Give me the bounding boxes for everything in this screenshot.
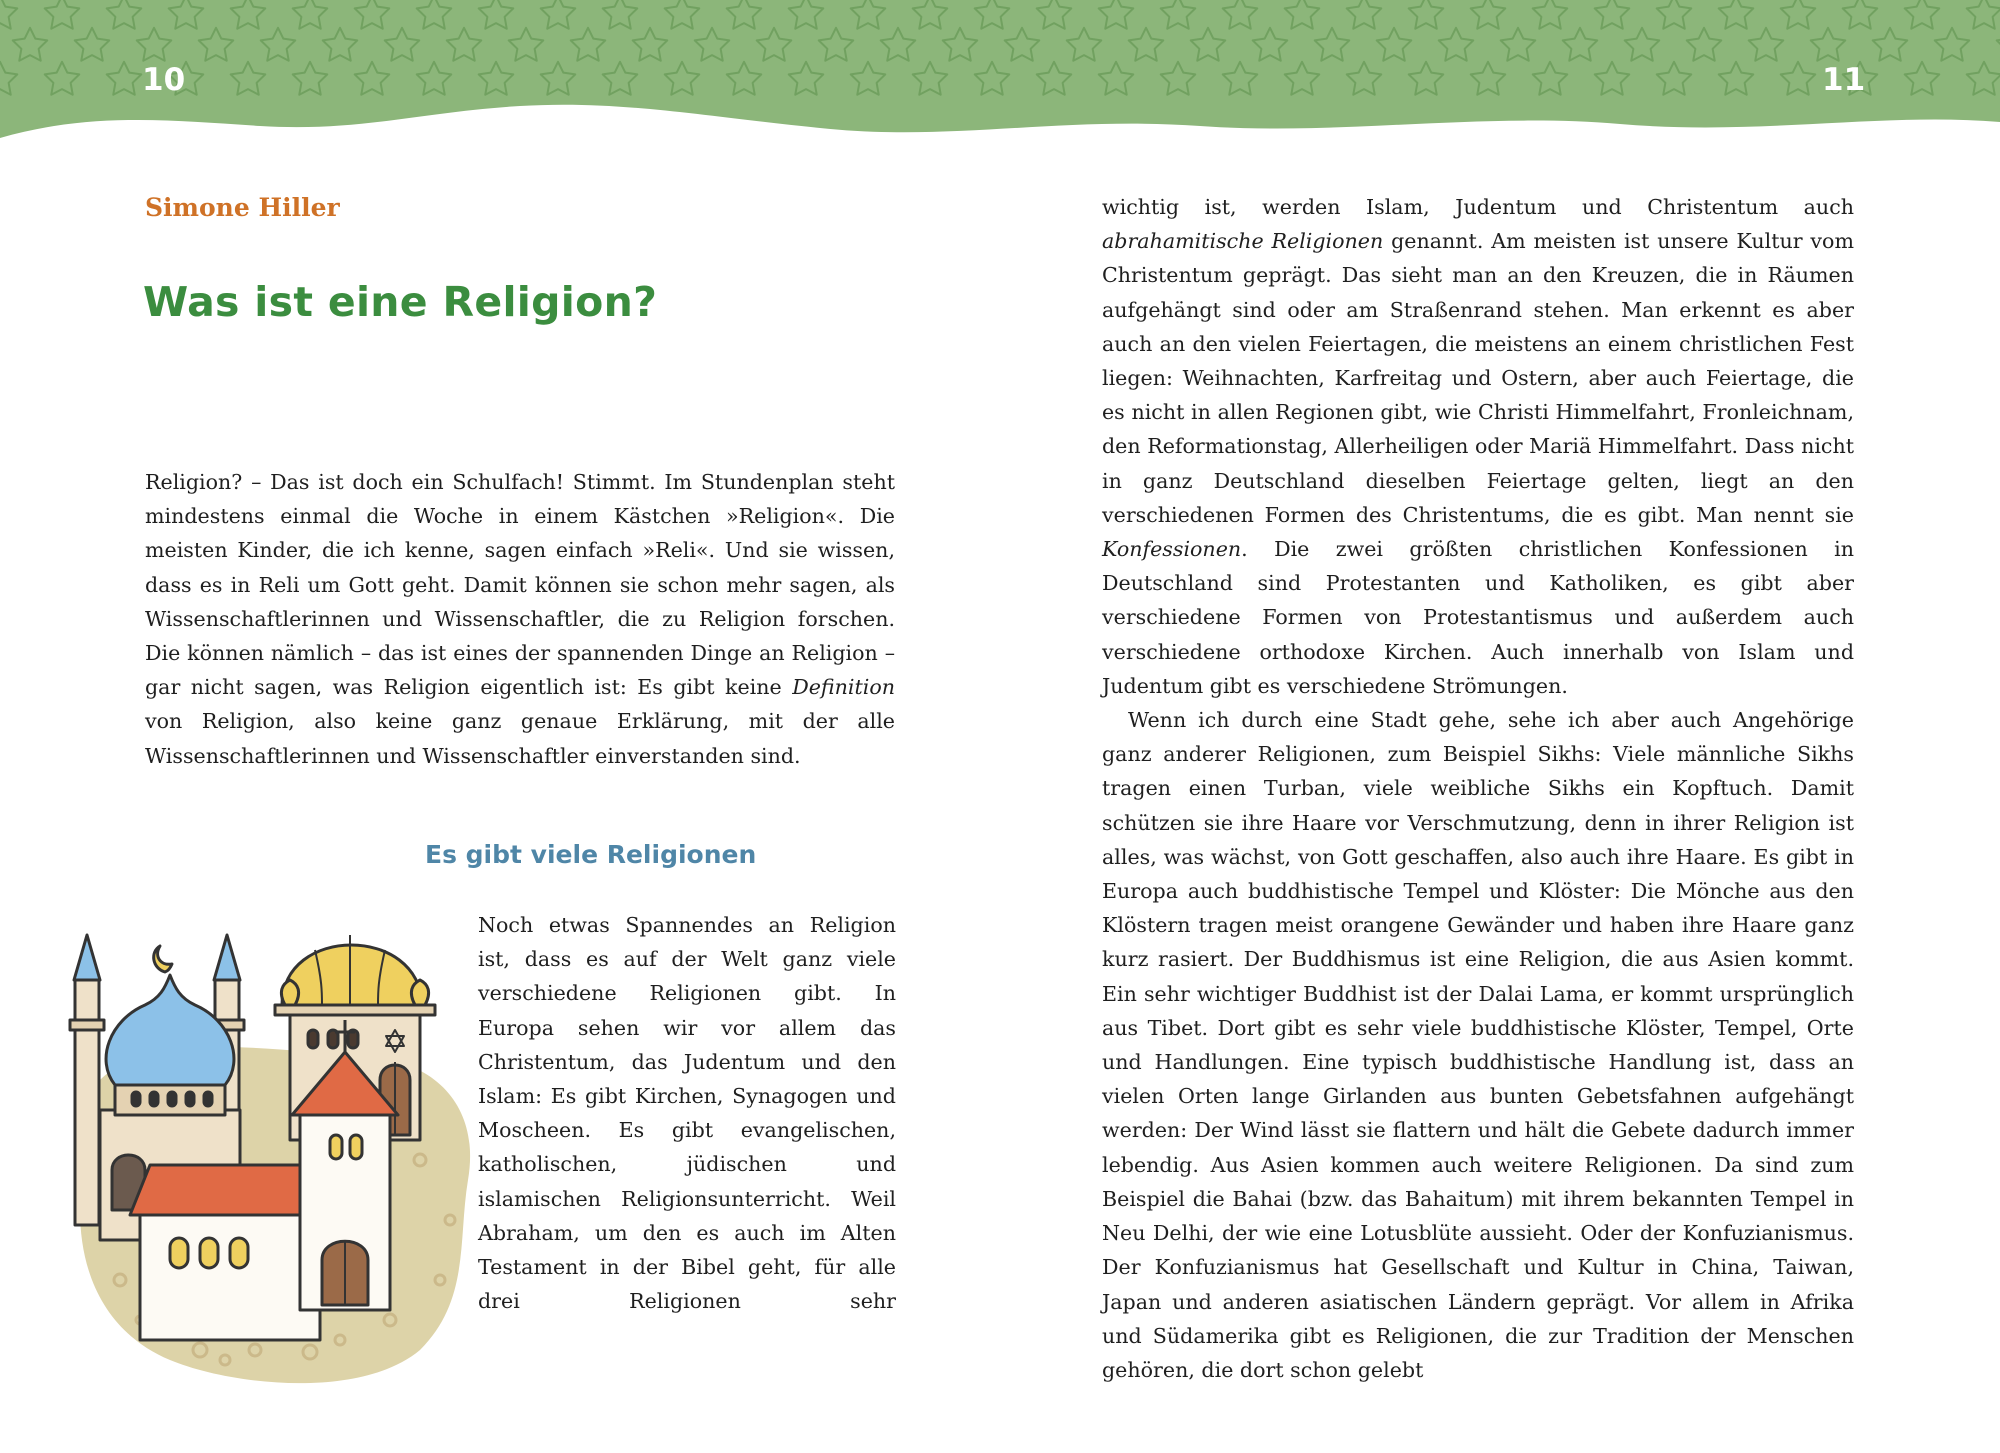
side-paragraph: Noch etwas Spannendes an Religion ist, dass es auf der Welt ganz viele verschiedene Religionen gibt. In Europa sehen wir vor allem das Christentum, das Judentum und den Islam: Es gibt Kirchen, Synagogen und Moscheen. Es gibt evangelischen, katholischen, jüdischen und islamischen Religionsunterricht. Weil Abraham, um den es auch im Alten Testament in der Bibel geht, für alle drei Religionen sehr — [478, 913, 896, 1314]
paragraph-2: Wenn ich durch eine Stadt gehe, sehe ich aber auch Angehörige ganz anderer Religionen, zum Beispiel Sikhs: Viele männliche Sikhs tragen einen Turban, viele weibliche Sikhs ein Kopftuch. Damit schützen sie ihre Haare vor Verschmutzung, denn in ihrer Religion ist alles, was wächst, von Gott geschaffen, also auch ihre Haare. Es gibt in Europa auch buddhistische Tempel und Klöster: Die Mönche aus den Klöstern tragen meist orangene Gewänder und haben ihre Haare ganz kurz rasiert. Der Buddhismus ist eine Religion, die aus Asien kommt. Ein sehr wichtiger Buddhist ist der Dalai Lama, er kommt ursprünglich aus Tibet. Dort gibt es sehr viele buddhistische Klöster, Tempel, Orte und Handlungen. Eine typisch buddhistische Handlung ist, dass an vielen Orten lange Girlanden aus bunten Gebetsfahnen aufgehängt werden: Der Wind lässt sie flattern und hält die Gebete dadurch immer lebendig. Aus Asien kommen auch weitere Religionen. Da sind zum Beispiel die Bahai (bzw. das Bahaitum) mit ihrem bekannten Tempel in Neu Delhi, der wie eine Lotusblüte aussieht. Oder der Konfuzianismus. Der Konfuzianismus hat Gesellschaft und Kultur in China, Taiwan, Japan und anderen asiatischen Ländern geprägt. Vor allem in Afrika und Südamerika gibt es Religionen, die zur Tradition der Menschen gehören, die dort schon gelebt — [1102, 708, 1854, 1382]
term-konfessionen: Konfessionen — [1102, 537, 1242, 562]
term-definition: Definition — [792, 675, 895, 700]
intro-column — [145, 465, 895, 773]
page-number-left: 10 — [142, 62, 186, 98]
intro-paragraph: Religion? – Das ist doch ein Schulfach! Stimmt. Im Stundenplan steht mindestens einmal die Woche in einem Kästchen »Religion«. Die meisten Kinder, die ich kenne, sagen einfach »Reli«. Und sie wissen, dass es in Reli um Gott geht. Damit können sie schon mehr sagen, als Wissenschaftlerinnen und Wissenschaftler, die zu Religion forschen. Die können nämlich – das ist eines der spannenden Dinge an Religion – gar nicht sagen, was Religion eigentlich ist: Es gibt keine Definition von Religion, also keine ganz genaue Erklärung, mit der alle Wissenschaftlerinnen und Wissenschaftler einverstanden sind. — [145, 470, 895, 768]
author-name: Simone Hiller — [145, 193, 340, 222]
section-subheading: Es gibt viele Religionen — [425, 840, 757, 869]
paragraph-1: wichtig ist, werden Islam, Judentum und Christentum auch abrahamitische Religionen genannt. Am meisten ist unsere Kultur vom Christentum geprägt. Das sieht man an den Kreuzen, die in Räumen aufgehängt sind oder am Straßenrand stehen. Man erkennt es aber auch an den vielen Feiertagen, die meistens an einem christlichen Fest liegen: Weihnachten, Karfreitag und Ostern, aber auch Feiertage, die es nicht in allen Regionen gibt, wie Christi Himmelfahrt, Fronleichnam, den Reformationstag, Allerheiligen oder Mariä Himmelfahrt. Dass nicht in ganz Deutschland dieselben Feiertage gelten, liegt an den verschiedenen Formen des Christentums, die es gibt. Man nennt sie Konfessionen. Die zwei größten christlichen Konfessionen in Deutschland sind Protestanten und Katholiken, es gibt aber verschiedene Formen von Protestantismus und außerdem auch verschiedene orthodoxe Kirchen. Auch innerhalb von Islam und Judentum gibt es verschiedene Strömungen. — [1102, 195, 1854, 698]
term-abrahamitische: abrahamitische Religionen — [1102, 229, 1384, 254]
page-number-right: 11 — [1822, 62, 1866, 98]
header-banner — [0, 0, 2000, 150]
side-text-column — [478, 908, 896, 1318]
chapter-title: Was ist eine Religion? — [143, 278, 658, 326]
right-page-column — [1102, 190, 1854, 1387]
mosque-synagogue-church-illustration — [60, 880, 500, 1385]
